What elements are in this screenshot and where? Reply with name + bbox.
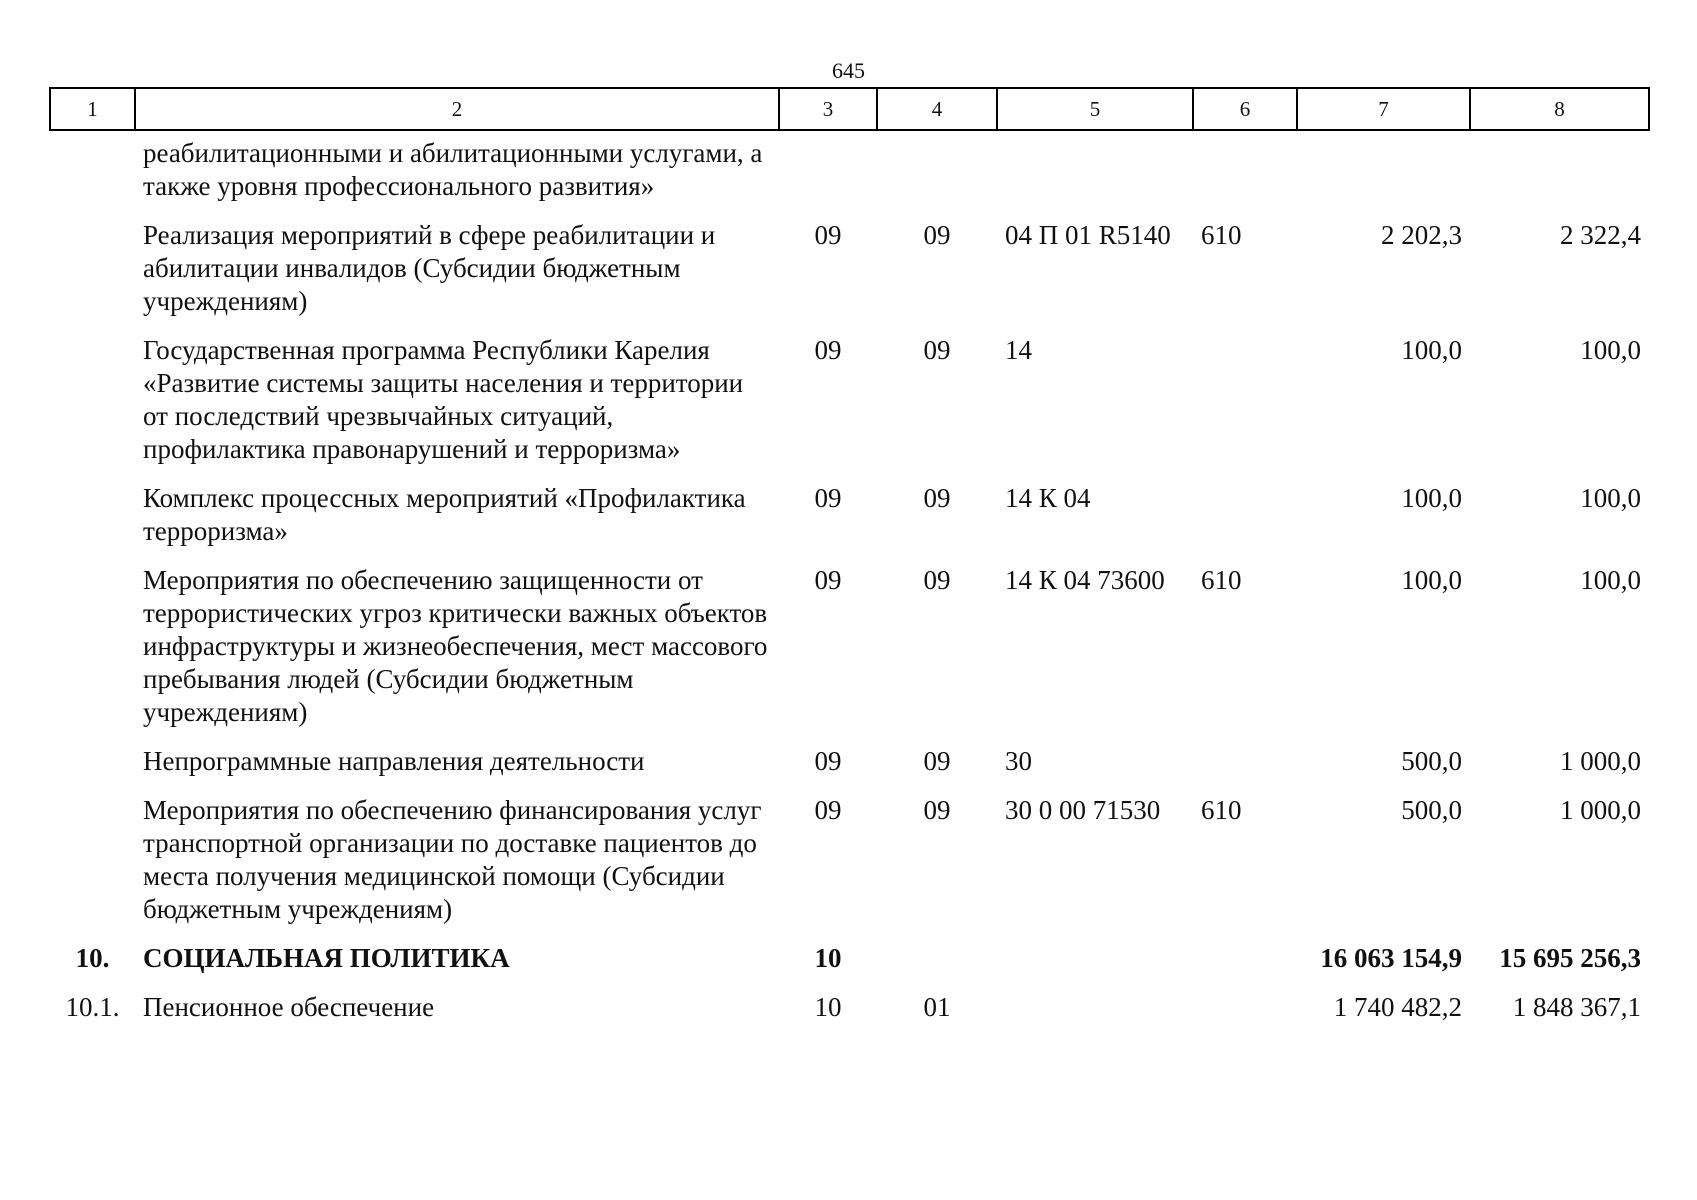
amount-year-1: 100,0 [1401, 335, 1462, 365]
amount-year-2: 100,0 [1580, 335, 1641, 365]
row-name: Пенсионное обеспечение [143, 992, 435, 1022]
budget-table [49, 87, 1650, 1034]
subsection-code: 09 [923, 483, 951, 513]
subsection-code: 09 [923, 220, 951, 250]
table-row [50, 936, 1649, 985]
table-row [50, 558, 1649, 739]
target-article-code [997, 985, 1193, 1034]
row-name: реабилитационными и абилитационными услугами, а также уровня профессионального развития» [143, 138, 763, 201]
row-name: Мероприятия по обеспечению защищенности от террористических угроз критически важных объектов инфраструктуры и жизнеобеспечения, мест массового пребывания людей (Субсидии бюджетным учреждениям) [143, 565, 768, 727]
subsection-code: 01 [923, 992, 951, 1022]
table-row [50, 328, 1649, 476]
amount-year-1: 1 740 482,2 [1333, 992, 1462, 1022]
table-row [50, 476, 1649, 558]
row-name: Мероприятия по обеспечению финансирования услуг транспортной организации по доставке пациентов до места получения медицинской помощи (Субсидии бюджетным учреждениям) [143, 795, 762, 924]
amount-year-2: 1 848 367,1 [1512, 992, 1641, 1022]
amount-year-2 [1470, 130, 1649, 213]
expense-type-code [1193, 476, 1297, 558]
row-name: Комплекс процессных мероприятий «Профилактика терроризма» [143, 483, 746, 546]
section-code: 09 [814, 795, 842, 825]
section-code: 09 [814, 335, 842, 365]
subsection-code: 09 [923, 746, 951, 776]
amount-year-2: 1 000,0 [1560, 795, 1641, 825]
amount-year-1 [1297, 130, 1470, 213]
column-header: 7 [1297, 88, 1470, 130]
row-name: СОЦИАЛЬНАЯ ПОЛИТИКА [143, 943, 510, 973]
target-article-code: 30 0 00 71530 [1005, 795, 1161, 825]
amount-year-2: 100,0 [1580, 565, 1641, 595]
expense-type-code [1193, 328, 1297, 476]
table-row [50, 130, 1649, 213]
amount-year-2: 2 322,4 [1560, 220, 1641, 250]
subsection-code: 09 [923, 565, 951, 595]
row-number [50, 739, 135, 788]
column-header: 2 [135, 88, 779, 130]
column-header: 3 [779, 88, 877, 130]
amount-year-1: 500,0 [1401, 795, 1462, 825]
column-header: 1 [50, 88, 135, 130]
row-number [50, 328, 135, 476]
target-article-code: 04 П 01 R5140 [1005, 220, 1171, 250]
subsection-code [877, 130, 997, 213]
page-number: 645 [832, 58, 865, 83]
target-article-code: 14 К 04 [1005, 483, 1091, 513]
table-row [50, 213, 1649, 328]
table-row [50, 985, 1649, 1034]
subsection-code [877, 936, 997, 985]
section-code: 10 [814, 992, 842, 1022]
amount-year-1: 100,0 [1401, 483, 1462, 513]
amount-year-2: 100,0 [1580, 483, 1641, 513]
column-header: 5 [997, 88, 1193, 130]
row-number [50, 213, 135, 328]
row-name: Непрограммные направления деятельности [143, 746, 645, 776]
expense-type-code [1193, 936, 1297, 985]
subsection-code: 09 [923, 335, 951, 365]
expense-type-code: 610 [1201, 565, 1242, 595]
section-code: 09 [814, 483, 842, 513]
row-number: 10.1. [65, 992, 120, 1022]
column-number-header-row [50, 88, 1649, 130]
row-number: 10. [75, 943, 110, 973]
table-row [50, 739, 1649, 788]
table-row [50, 788, 1649, 936]
row-name: Реализация мероприятий в сфере реабилитации и абилитации инвалидов (Субсидии бюджетным учреждениям) [143, 220, 716, 316]
target-article-code [997, 130, 1193, 213]
amount-year-2: 1 000,0 [1560, 746, 1641, 776]
amount-year-1: 16 063 154,9 [1320, 943, 1462, 973]
amount-year-1: 500,0 [1401, 746, 1462, 776]
row-number [50, 130, 135, 213]
target-article-code: 14 [1005, 335, 1032, 365]
row-number [50, 558, 135, 739]
amount-year-1: 100,0 [1401, 565, 1462, 595]
subsection-code: 09 [923, 795, 951, 825]
target-article-code: 14 К 04 73600 [1005, 565, 1165, 595]
section-code [779, 130, 877, 213]
target-article-code: 30 [1005, 746, 1032, 776]
section-code: 09 [814, 220, 842, 250]
expense-type-code [1193, 985, 1297, 1034]
section-code: 10 [814, 943, 842, 973]
expense-type-code: 610 [1201, 795, 1242, 825]
amount-year-2: 15 695 256,3 [1499, 943, 1641, 973]
column-header: 8 [1470, 88, 1649, 130]
row-name: Государственная программа Республики Карелия «Развитие системы защиты населения и территории от последствий чрезвычайных ситуаций, профилактика правонарушений и терроризма» [143, 335, 744, 464]
column-header: 4 [877, 88, 997, 130]
target-article-code [997, 936, 1193, 985]
row-number [50, 788, 135, 936]
expense-type-code: 610 [1201, 220, 1242, 250]
row-number [50, 476, 135, 558]
section-code: 09 [814, 565, 842, 595]
amount-year-1: 2 202,3 [1381, 220, 1462, 250]
expense-type-code [1193, 739, 1297, 788]
expense-type-code [1193, 130, 1297, 213]
column-header: 6 [1193, 88, 1297, 130]
section-code: 09 [814, 746, 842, 776]
